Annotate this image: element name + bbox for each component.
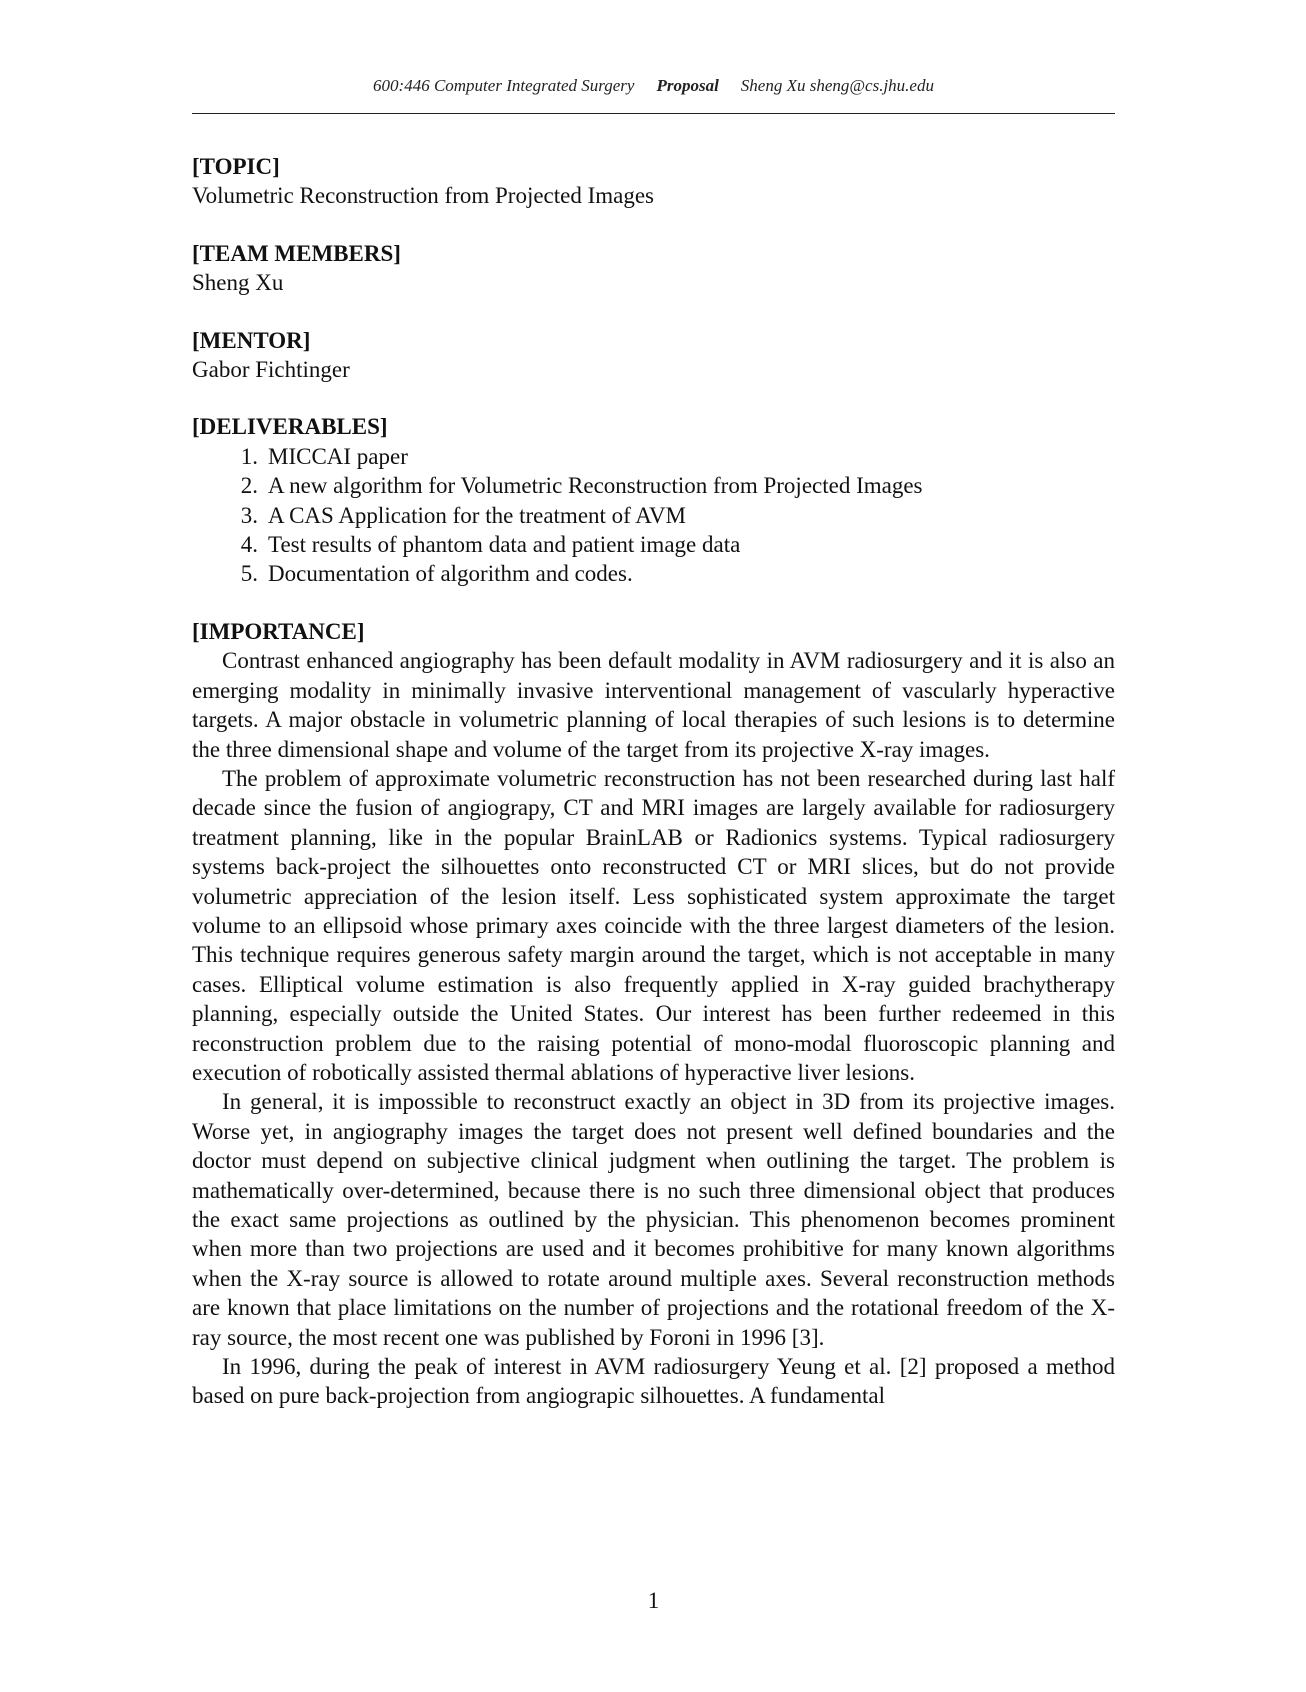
list-item	[192, 471, 1115, 500]
document-page	[192, 0, 1115, 1692]
list-item-number: 4.	[240, 532, 258, 558]
deliverables-list	[192, 442, 1115, 589]
header-author: Sheng Xu sheng@cs.jhu.edu	[740, 76, 934, 95]
running-header	[192, 76, 1115, 96]
list-item-text: A CAS Application for the treatment of AVM	[268, 502, 687, 528]
list-item-text: Test results of phantom data and patient image data	[268, 532, 741, 558]
topic-heading: [TOPIC]	[192, 154, 280, 179]
mentor-text: Gabor Fichtinger	[192, 357, 350, 383]
importance-paragraph: The problem of approximate volumetric reconstruction has not been researched during last half decade since the fusion of angiograpy, CT and MRI images are largely available for radiosurgery treatment planning, like in the popular BrainLAB or Radionics systems. Typical radiosurgery systems back-project the silhouettes onto reconstructed CT or MRI slices, but do not provide volumetric appreciation of the lesion itself. Less sophisticated system approximate the target volume to an ellipsoid whose primary axes coincide with the three largest diameters of the lesion. This technique requires generous safety margin around the target, which is not acceptable in many cases. Elliptical volume estimation is also frequently applied in X-ray guided brachytherapy planning, especially outside the United States. Our interest has been further redeemed in this reconstruction problem due to the raising potential of mono-modal fluoroscopic planning and execution of robotically assisted thermal ablations of hyperactive liver lesions.	[192, 765, 1115, 1085]
team-members-text: Sheng Xu	[192, 270, 284, 296]
importance-paragraph: In 1996, during the peak of interest in AVM radiosurgery Yeung et al. [2] proposed a method based on pure back-projection from angiograpic silhouettes. A fundamental	[192, 1354, 1115, 1409]
header-doc-type: Proposal	[656, 76, 719, 95]
topic-text: Volumetric Reconstruction from Projected Images	[192, 183, 655, 209]
header-divider	[192, 113, 1115, 114]
list-item	[192, 501, 1115, 530]
list-item-number: 2.	[240, 473, 258, 499]
list-item-text: MICCAI paper	[268, 443, 408, 469]
importance-heading: [IMPORTANCE]	[192, 618, 365, 644]
deliverables-heading: [DELIVERABLES]	[192, 414, 388, 440]
list-item	[192, 530, 1115, 559]
team-members-heading: [TEAM MEMBERS]	[192, 240, 401, 266]
importance-paragraph: Contrast enhanced angiography has been default modality in AVM radiosurgery and it is also an emerging modality in minimally invasive interventional management of vascularly hyperactive targets. A major obstacle in volumetric planning of local therapies of such lesions is to determine the three dimensional shape and volume of the target from its projective X-ray images.	[192, 648, 1115, 762]
list-item-number: 5.	[240, 561, 258, 587]
list-item-number: 1.	[240, 443, 258, 469]
list-item-text: A new algorithm for Volumetric Reconstruction from Projected Images	[268, 473, 923, 499]
header-course: 600:446 Computer Integrated Surgery	[373, 76, 635, 95]
mentor-heading: [MENTOR]	[192, 327, 311, 353]
list-item	[192, 559, 1115, 588]
list-item	[192, 442, 1115, 471]
importance-paragraph: In general, it is impossible to reconstruct exactly an object in 3D from its projective images. Worse yet, in angiography images the target does not present well defined boundaries and the doctor must depend on subjective clinical judgment when outlining the target. The problem is mathematically over-determined, because there is no such three dimensional object that produces the exact same projections as outlined by the physician. This phenomenon becomes prominent when more than two projections are used and it becomes prohibitive for many known algorithms when the X-ray source is allowed to rotate around multiple axes. Several reconstruction methods are known that place limitations on the number of projections and the rotational freedom of the X-ray source, the most recent one was published by Foroni in 1996 [3].	[192, 1089, 1115, 1350]
list-item-text: Documentation of algorithm and codes.	[268, 561, 633, 587]
list-item-number: 3.	[240, 502, 258, 528]
page-number: 1	[647, 1588, 660, 1613]
document-body	[192, 152, 1115, 1411]
